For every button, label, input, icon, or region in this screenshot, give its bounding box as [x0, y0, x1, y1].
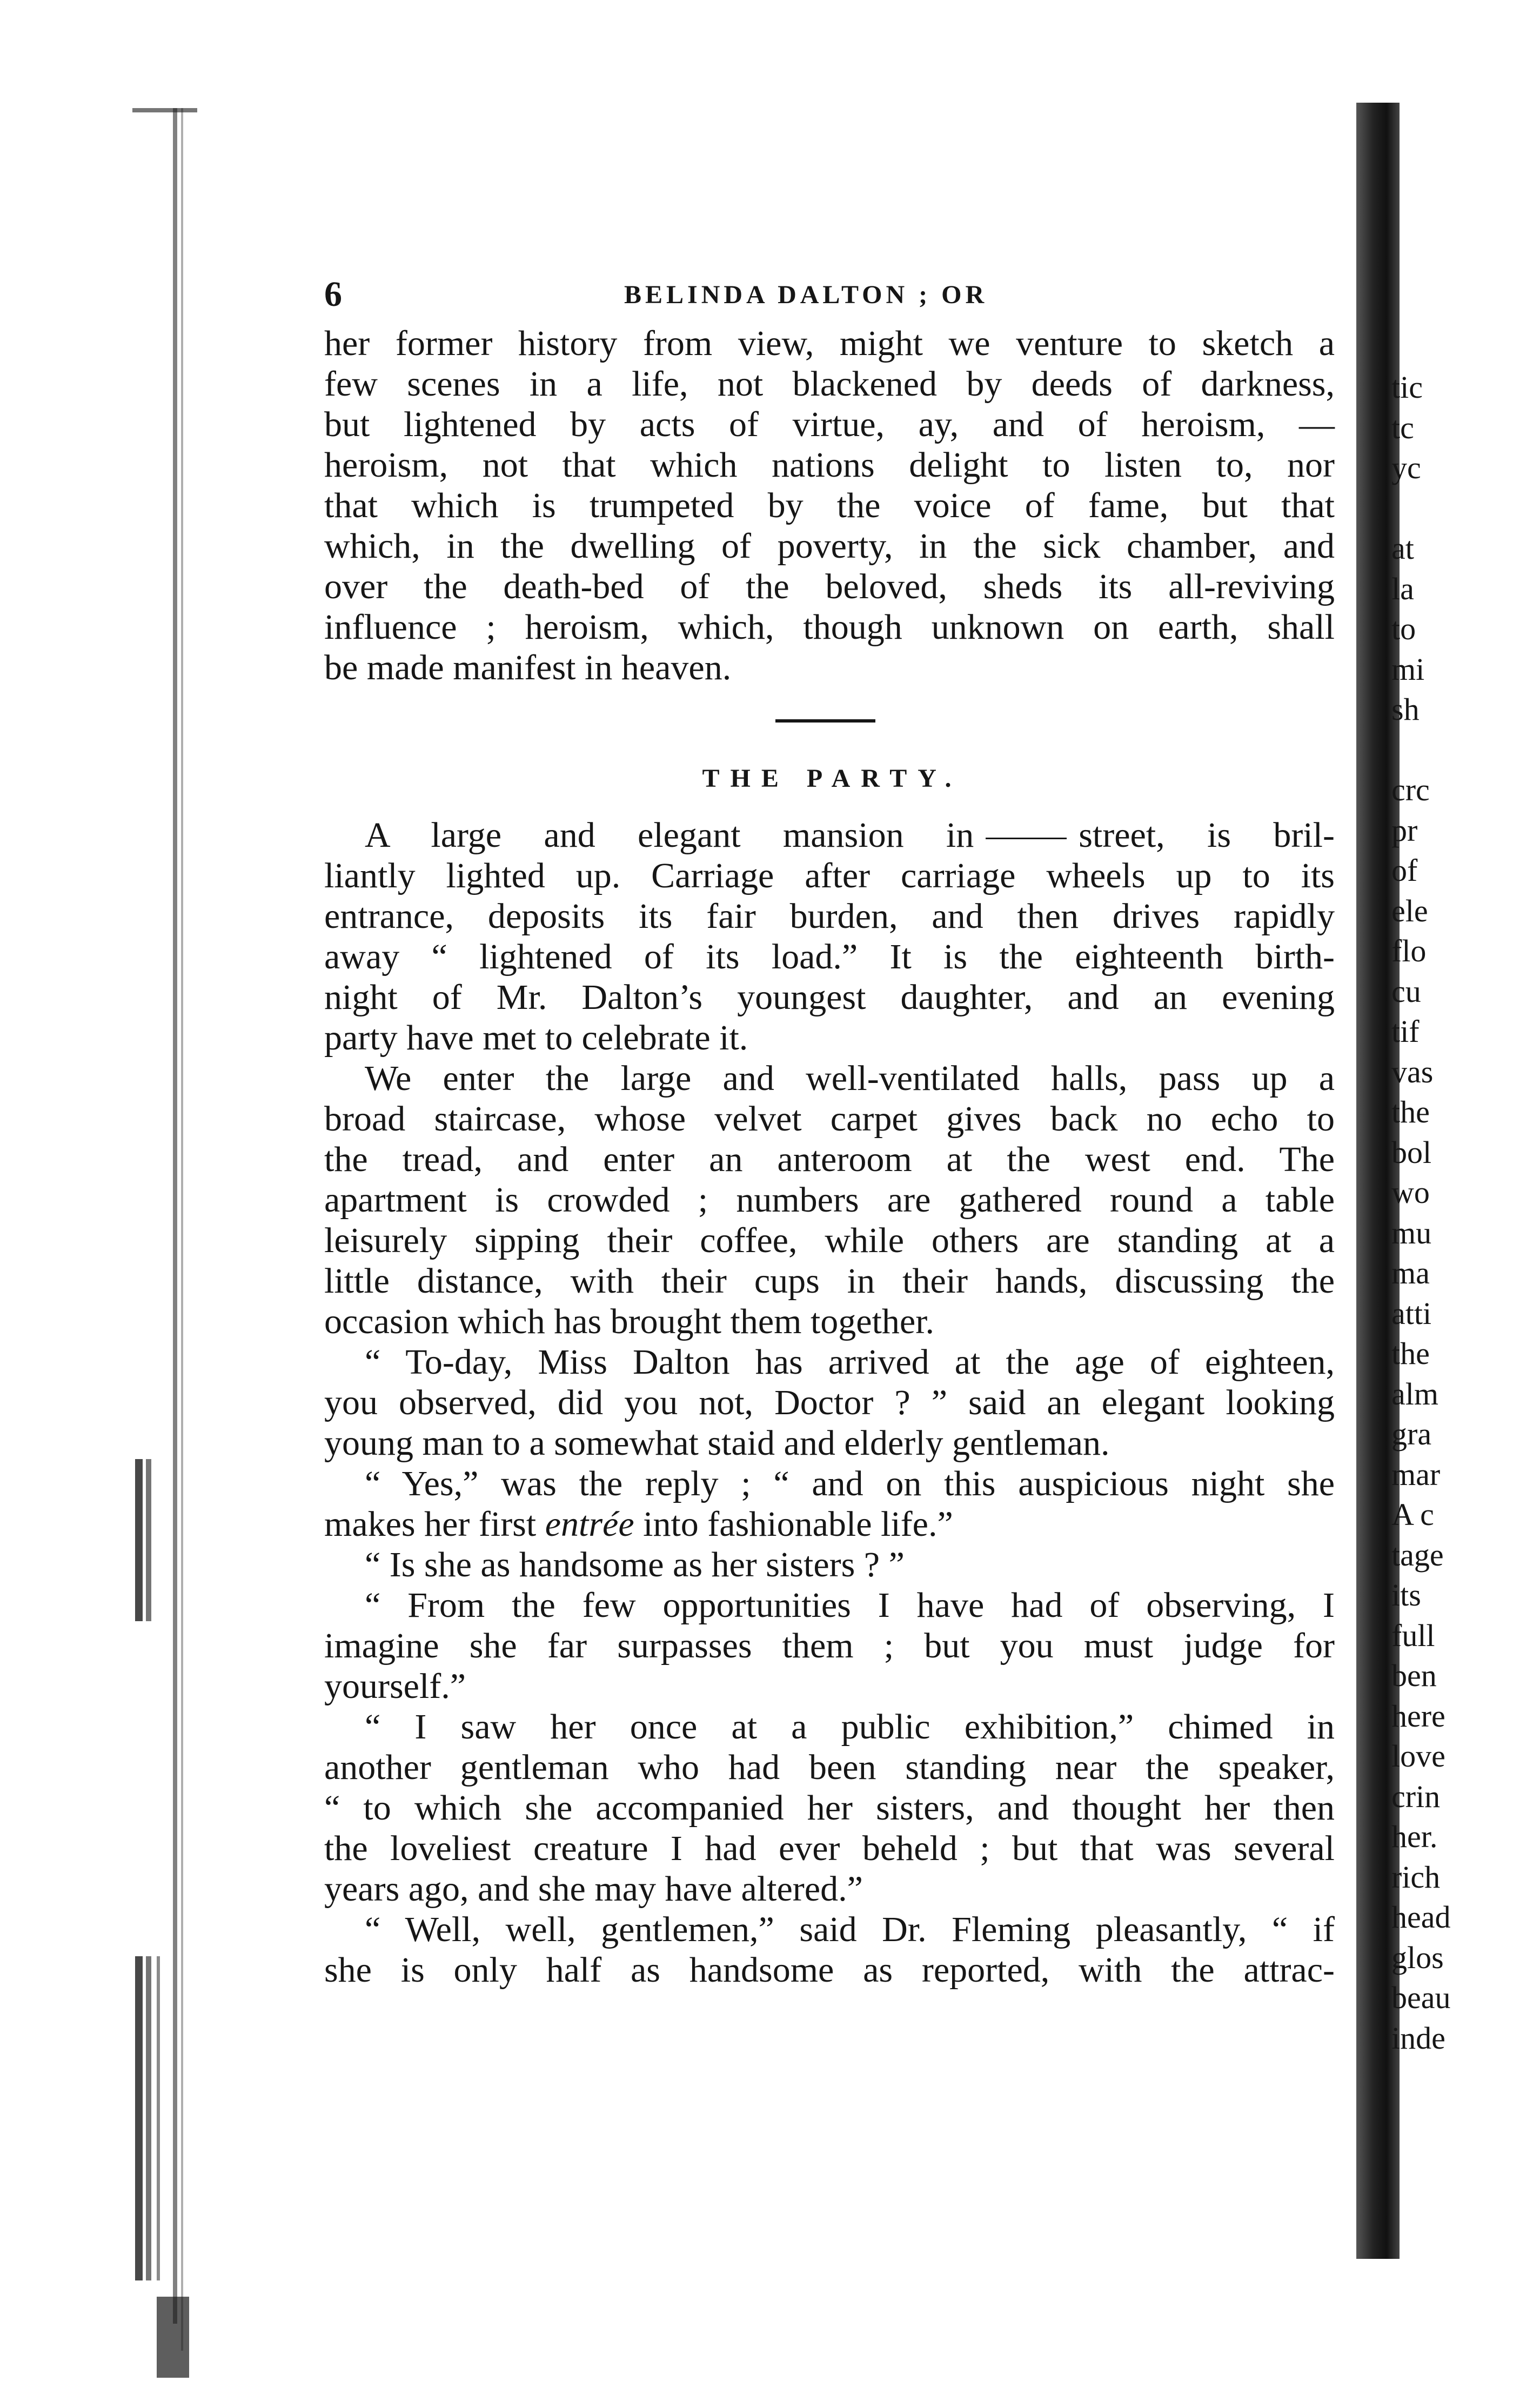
text-line: “ Well, well, gentlemen,” said Dr. Fleming pleasantly, “ if	[365, 1910, 1335, 1949]
street-name-dash	[986, 838, 1067, 839]
text-line: “ Yes,” was the reply ; “ and on this auspicious night she	[365, 1464, 1335, 1503]
text-line: party have met to celebrate it.	[324, 1018, 748, 1058]
italic-word: entrée	[545, 1504, 634, 1544]
text-fragment: street, is bril-	[1079, 815, 1335, 855]
text-line: night of Mr. Dalton’s youngest daughter, and an evening	[324, 978, 1335, 1017]
text-line: she is only half as handsome as reported, with the attrac-	[324, 1950, 1335, 1990]
text-line: away “ lightened of its load.” It is the eighteenth birth-	[324, 937, 1335, 976]
text-line: years ago, and she may have altered.”	[324, 1869, 863, 1909]
text-line: another gentleman who had been standing near the speaker,	[324, 1748, 1335, 1787]
text-line: We enter the large and well-ventilated halls, pass up a	[365, 1059, 1335, 1098]
paragraph-today	[324, 1342, 1335, 1463]
text-line: be made manifest in heaven.	[324, 648, 732, 687]
paragraph-fleming	[324, 1909, 1335, 1990]
text-line: the tread, and enter an anteroom at the west end. The	[324, 1140, 1335, 1179]
text-line: “ To-day, Miss Dalton has arrived at the age of eighteen,	[365, 1342, 1335, 1382]
paragraph-question	[324, 1544, 1335, 1585]
text-line: little distance, with their cups in their hands, discussing the	[324, 1261, 1335, 1301]
text-line: influence ; heroism, which, though unknown on earth, shall	[324, 607, 1335, 647]
text-line: yourself.”	[324, 1667, 466, 1706]
text-line: her former history from view, might we venture to sketch a	[324, 324, 1335, 363]
text-line: young man to a somewhat staid and elderly gentleman.	[324, 1423, 1110, 1463]
text-line: imagine she far surpasses them ; but you must judge for	[324, 1626, 1335, 1665]
text-line: leisurely sipping their coffee, while others are standing at a	[324, 1221, 1335, 1260]
text-line: “ Is she as handsome as her sisters ? ”	[365, 1545, 905, 1584]
left-gutter-scan-artifact	[124, 108, 216, 2378]
text-line	[324, 1504, 1335, 1544]
text-line: over the death-bed of the beloved, sheds its all-reviving	[324, 567, 1335, 606]
facing-page-fragments: tic tc yc at la to mi sh crc pr of ele flo cu tif vas the bol wo mu ma atti the alm gra mar A c tage its full ben here love crin her. rich head glos beau inde	[1391, 370, 1451, 2056]
page-number: 6	[324, 275, 342, 314]
paragraph-exhibition	[324, 1707, 1335, 1909]
text-fragment: A large and elegant mansion in	[365, 815, 974, 855]
opening-paragraph	[324, 323, 1335, 688]
book-page	[324, 276, 1335, 1990]
text-line: few scenes in a life, not blackened by deeds of darkness,	[324, 364, 1335, 404]
text-line: heroism, not that which nations delight to listen to, nor	[324, 445, 1335, 485]
text-fragment: makes her first	[324, 1504, 537, 1544]
text-line: but lightened by acts of virtue, ay, and of heroism, —	[324, 405, 1335, 444]
text-line: the loveliest creature I had ever beheld ; but that was several	[324, 1829, 1335, 1868]
text-line: “ From the few opportunities I have had of observing, I	[365, 1586, 1335, 1625]
text-fragment: into fashionable life.”	[643, 1504, 953, 1544]
paragraph-yes	[324, 1463, 1335, 1544]
section-divider-rule	[775, 719, 875, 723]
paragraph-mansion	[324, 815, 1335, 1058]
running-title: BELINDA DALTON ; OR	[624, 280, 988, 309]
text-line: entrance, deposits its fair burden, and then drives rapidly	[324, 897, 1335, 936]
text-line: broad staircase, whose velvet carpet gives back no echo to	[324, 1099, 1335, 1139]
text-line: apartment is crowded ; numbers are gathered round a table	[324, 1180, 1335, 1220]
paragraph-observing	[324, 1585, 1335, 1707]
text-line: you observed, did you not, Doctor ? ” said an elegant looking	[324, 1383, 1335, 1422]
text-line: occasion which has brought them together.	[324, 1302, 935, 1341]
text-line: that which is trumpeted by the voice of fame, but that	[324, 486, 1335, 525]
text-line: which, in the dwelling of poverty, in the sick chamber, and	[324, 526, 1335, 566]
paragraph-halls	[324, 1058, 1335, 1342]
text-line: “ I saw her once at a public exhibition,” chimed in	[365, 1707, 1335, 1747]
text-line: liantly lighted up. Carriage after carriage wheels up to its	[324, 856, 1335, 895]
text-line: “ to which she accompanied her sisters, and thought her then	[324, 1788, 1335, 1828]
page-header	[324, 276, 1335, 313]
section-title: THE PARTY.	[702, 764, 962, 793]
text-line	[324, 815, 1335, 855]
